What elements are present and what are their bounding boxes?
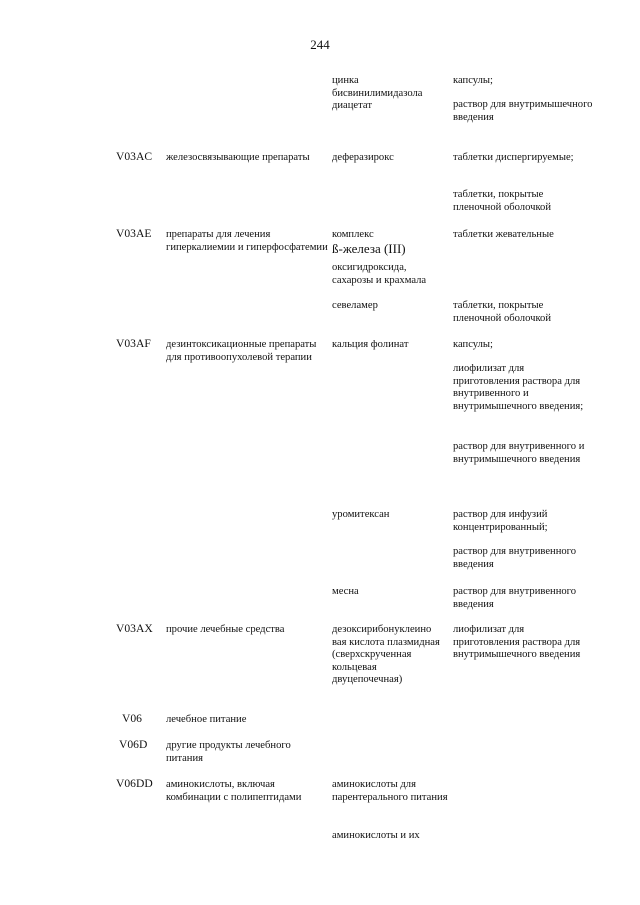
atc-code: V03AC bbox=[116, 150, 153, 163]
substance-name: уромитексан bbox=[332, 509, 390, 520]
substance-name: месна bbox=[332, 586, 359, 597]
atc-code: V03AF bbox=[116, 337, 151, 350]
atc-code: V06 bbox=[122, 712, 142, 725]
atc-code: V03AX bbox=[116, 622, 153, 635]
atc-code: V06DD bbox=[116, 777, 153, 790]
drug-group-name: аминокислоты, включая комбинации с полипептидами bbox=[166, 779, 302, 803]
dosage-form: раствор для внутримышечного введения bbox=[453, 99, 593, 123]
drug-group-name: дезинтоксикационные препараты для противоопухолевой терапии bbox=[166, 339, 317, 363]
dosage-form: капсулы; bbox=[453, 75, 493, 86]
dosage-form: раствор для внутривенного и внутримышечного введения bbox=[453, 441, 585, 465]
substance-name: комплекс bbox=[332, 229, 374, 240]
dosage-form: таблетки, покрытые пленочной оболочкой bbox=[453, 189, 552, 213]
dosage-form: таблетки, покрытые пленочной оболочкой bbox=[453, 300, 552, 324]
dosage-form: капсулы; bbox=[453, 339, 493, 350]
dosage-form: таблетки диспергируемые; bbox=[453, 152, 574, 163]
substance-name: цинка бисвинилимидазола диацетат bbox=[332, 75, 423, 112]
drug-group-name: железосвязывающие препараты bbox=[166, 152, 310, 163]
substance-name: севеламер bbox=[332, 300, 378, 311]
drug-group-name: прочие лечебные средства bbox=[166, 624, 285, 635]
drug-group-name: другие продукты лечебного питания bbox=[166, 740, 291, 764]
drug-group-name: препараты для лечения гиперкалиемии и гиперфосфатемии bbox=[166, 229, 328, 253]
dosage-form: таблетки жевательные bbox=[453, 229, 554, 240]
substance-name: дезоксирибонуклеино вая кислота плазмидная (сверхскрученная кольцевая двуцепочечная) bbox=[332, 624, 440, 686]
drug-group-name: лечебное питание bbox=[166, 714, 247, 725]
dosage-form: лиофилизат для приготовления раствора для внутримышечного введения bbox=[453, 624, 581, 661]
dosage-form: лиофилизат для приготовления раствора для внутривенного и внутримышечного введения; bbox=[453, 363, 584, 412]
atc-code: V06D bbox=[119, 738, 148, 751]
atc-code: V03AE bbox=[116, 227, 152, 240]
substance-name: ß-железа (III) bbox=[332, 241, 406, 256]
page-number: 244 bbox=[310, 37, 330, 52]
dosage-form: раствор для инфузий концентрированный; bbox=[453, 509, 548, 533]
substance-name: оксигидроксида, сахарозы и крахмала bbox=[332, 262, 427, 286]
substance-name: кальция фолинат bbox=[332, 339, 409, 350]
dosage-form: раствор для внутривенного введения bbox=[453, 546, 577, 570]
substance-name: аминокислоты для парентерального питания bbox=[332, 779, 448, 803]
substance-name: аминокислоты и их bbox=[332, 830, 420, 841]
dosage-form: раствор для внутривенного введения bbox=[453, 586, 577, 610]
substance-name: деферазирокс bbox=[332, 152, 394, 163]
